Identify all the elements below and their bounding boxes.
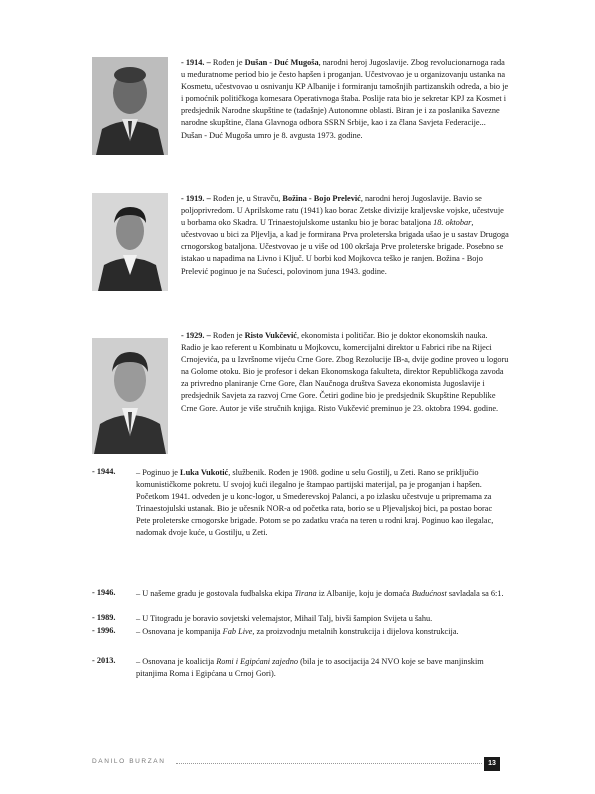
entry-2013 xyxy=(136,656,508,680)
person-name: Luka Vukotić xyxy=(180,468,229,477)
entry-1919 xyxy=(181,193,509,278)
entry-text-before: Rođen je, u Stravču, xyxy=(212,194,283,203)
entry-text-before: Rođen je xyxy=(212,58,245,67)
portrait-photo-dusan-mugosa xyxy=(92,57,168,155)
year-label-1946: - 1946. xyxy=(92,588,116,597)
portrait-image xyxy=(92,57,168,155)
entry-1914 xyxy=(181,57,509,142)
person-name: Risto Vukčević xyxy=(244,331,297,340)
entry-year: - 1919. – xyxy=(181,194,213,203)
person-name: Dušan - Duć Mugoša xyxy=(244,58,319,67)
portrait-image xyxy=(92,193,168,291)
team-name-tirana: Tirana xyxy=(294,589,317,598)
coalition-name: Romi i Egipćani zajedno xyxy=(216,657,298,666)
entry-text-before: – Poginuo je xyxy=(136,468,181,477)
page-footer xyxy=(92,758,504,770)
entry-text-middle: iz Albanije, koju je domaća xyxy=(316,589,412,598)
entry-text-before: – U našeme gradu je gostovala fudbalska ekipa xyxy=(136,589,295,598)
portrait-photo-bozina-prelevic xyxy=(92,193,168,291)
entry-1989: – U Titogradu je boravio sovjetski velemajstor, Mihail Talj, bivši šampion Svijeta u šahu. xyxy=(136,614,433,623)
footer-dotted-rule xyxy=(176,763,482,764)
entry-1929 xyxy=(181,330,509,415)
year-label-1996: - 1996. xyxy=(92,626,116,635)
portrait-image xyxy=(92,338,168,454)
entry-text: , ekonomista i političar. Bio je doktor ekonomskih nauka. Radio je kao referent u Kombinatu u Mojkovcu, komercijalni direktor u Fabrici ribe na Rijeci Crnojevića, pa u Izvršnome vijeću Crne Gore. Zbog Rezolucije IB-a, dvije godine proveo u logoru na Golome otoku. Bio je profesor i dekan Ekonomskoga fakulteta, direktor Republičkoga zavoda za privredno planiranje Crne Gore, član Naučnoga društva Saveza ekonomista Jugoslavije i predsjednik Savjeta za razvoj Crne Gore. Četiri godine bio je predsjednik Skupštine Republike Crne Gore. Autor je više stručnih knjiga. Risto Vukčević preminuo je 23. oktobra 1994. godine. xyxy=(181,331,509,413)
entry-text-after: , za proizvodnju metalnih konstrukcija i dijelova konstrukcija. xyxy=(252,627,459,636)
year-label-1989: - 1989. xyxy=(92,613,116,622)
team-name-buducnost: Budućnost xyxy=(411,589,447,598)
entry-1946 xyxy=(136,588,508,600)
entry-year: - 1914. – xyxy=(181,58,213,67)
entry-text: , službenik. Rođen je 1908. godine u selu Gostilj, u Zeti. Rano se priključio komunističkome pokretu. U svojoj kući ilegalno je štampao partijski materijal, pa je proganjan i hapšen. Početkom 1941. odveden je u konc-logor, u Smederevskoj Palanci, a po izlasku učestvuje u pripremama za Trinaestojulski ustanak. Bio je učesnik NOR-a od početka rata, borio se u Pljevaljskoj bici, pa postao borac Pete proleterske crnogorske brigade. Potom se po zadatku vraća na teren u rodni kraj. Poginuo kao ilegalac, nadomak dvoje kuće, u Gostilju, u Zeti. xyxy=(136,468,494,538)
footer-author: DANILO BURZAN xyxy=(92,758,166,765)
entry-1944 xyxy=(136,467,508,540)
entry-text-after: , učestvovao u bici za Pljevlja, a kad je formirana Prva proleterska brigada ušao je u sastav Drugoga crnogorskog bataljona. Učestvovao je u više od 100 okršaja Prve proleterske brigade. Posebno se istakao u napadima na Livno i Ključ. U borbi kod Mojkovca teško je ranjen. Božina - Bojo Prelević poginuo je na Sućesci, polovinom juna 1943. godine. xyxy=(181,218,509,276)
entry-year: - 1929. – xyxy=(181,331,213,340)
entry-text-before: Rođen je xyxy=(212,331,245,340)
company-name: Fab Live xyxy=(222,627,253,636)
entry-text-after: savladala sa 6:1. xyxy=(446,589,504,598)
entry-text-before: – Osnovana je koalicija xyxy=(136,657,217,666)
entry-text: , narodni heroj Jugoslavije. Bavio se poljoprivredom. U Aprilskome ratu (1941) kao borac Zetske divizije kraljevske vojske, učestvuje u borbama oko Skadra. U Trinaestojulskome ustanku bio je borac bataljona xyxy=(181,194,504,228)
year-label-2013: - 2013. xyxy=(92,656,116,665)
portrait-photo-risto-vukcevic xyxy=(92,338,168,454)
entry-text-before: – Osnovana je kompanija xyxy=(136,627,223,636)
entry-text: , narodni heroj Jugoslavije. Zbog revolucionarnoga rada u međuratnome period bio je često hapšen i proganjan. Učestvovao je u organizovanju ustanka na Kosmetu, učestvovao u osnivanju KP Albanije i formiranju tamošnjih partizanskih odreda, a bio je i pomoćnik političkoga komesara Operativnoga štaba. Poslije rata bio je sekretar KPJ za Kosmet i predsjednik Narodne skupštine te (tadašnje) Autonomne oblasti. Biran je i za poslanika Savezne narodne skupštine, člana Glavnoga odbora SSRN Srbije, kao i za člana Savjeta Federacije... Dušan - Duć Mugoša umro je 8. avgusta 1973. godine. xyxy=(181,58,509,140)
entry-italic: 18. oktobar xyxy=(433,218,472,228)
year-label-1944: - 1944. xyxy=(92,467,116,476)
person-name: Božina - Bojo Prelević xyxy=(282,194,361,203)
page-number: 13 xyxy=(484,757,500,771)
entry-text-after: (bila je to asocijacija 24 NVO koje se bave manjinskim pitanjima Roma i Egipćana u Crnoj Gori). xyxy=(136,657,484,679)
entry-1996 xyxy=(136,626,508,638)
